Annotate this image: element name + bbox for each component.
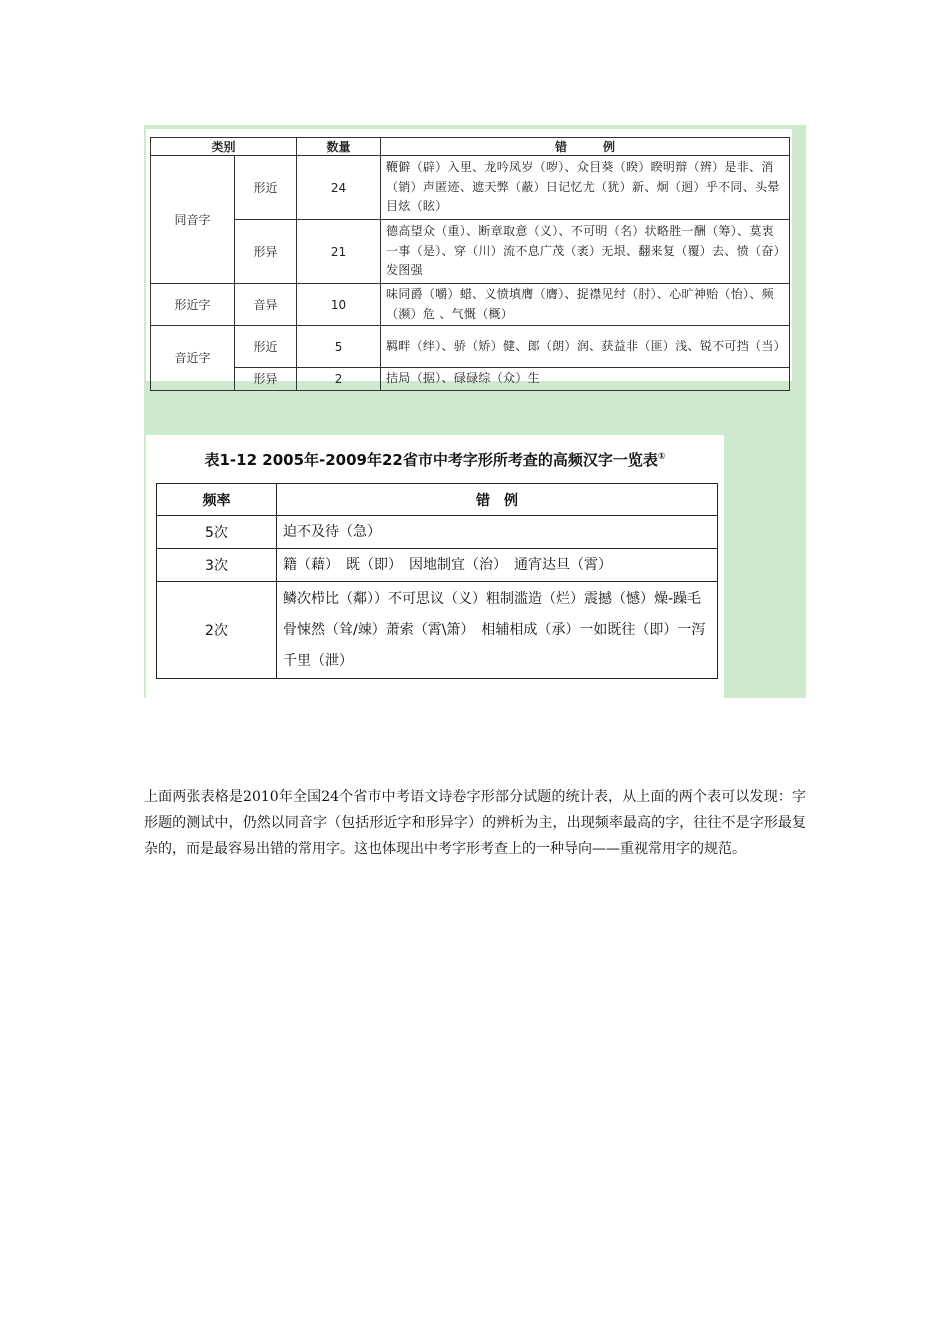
table-row: [151, 368, 790, 391]
frequency-table: [156, 483, 718, 679]
table-row: [157, 516, 718, 549]
table-row: [157, 582, 718, 679]
table-row: [157, 549, 718, 582]
table-row: [151, 326, 790, 368]
examples-cell: 羁畔（绊）、骄（矫）健、郎（朗）润、获益非（匪）浅、锐不可挡（当）: [381, 326, 790, 368]
table-header-row: [157, 484, 718, 516]
examples-cell: 鞭僻（辟）入里、龙吟凤岁（哕）、众目葵（睽）睽明辩（辨）是非、消（销）声匿迹、遮天弊（蔽）日记忆尤（犹）新、炯（迥）乎不同、头晕目炫（眩）: [381, 156, 790, 220]
header-frequency: 频率: [157, 484, 277, 516]
table-row: [151, 220, 790, 284]
sub-category: 形近: [235, 326, 297, 368]
tables-figure: [144, 125, 806, 698]
header-examples: 错 例: [381, 138, 790, 156]
frequency-cell: 5次: [157, 516, 277, 549]
table2-caption: [146, 449, 724, 470]
group-label: 音近字: [151, 326, 235, 391]
group-label: 同音字: [151, 156, 235, 284]
count-cell: 5: [297, 326, 381, 368]
frequency-cell: 2次: [157, 582, 277, 679]
sub-category: 形近: [235, 156, 297, 220]
table-header-row: [151, 138, 790, 156]
examples-cell: 鳞次栉比（鄰））不可思议（义）粗制滥造（烂）震撼（憾）燥-躁毛骨悚然（耸/竦）萧索（霄\箫） 相辅相成（承）一如既往（即）一泻千里（泄）: [277, 582, 718, 679]
table-row: [151, 156, 790, 220]
footnote-mark: ①: [657, 452, 666, 462]
header-examples: 错 例: [277, 484, 718, 516]
header-count: 数量: [297, 138, 381, 156]
table2-panel: [146, 435, 724, 698]
count-cell: 2: [297, 368, 381, 391]
header-category: 类别: [151, 138, 297, 156]
error-category-table: [150, 137, 790, 391]
sub-category: 音异: [235, 284, 297, 326]
frequency-cell: 3次: [157, 549, 277, 582]
examples-cell: 籍（藉） 既（即） 因地制宜（治） 通宵达旦（霄）: [277, 549, 718, 582]
count-cell: 24: [297, 156, 381, 220]
caption-text: 表1-12 2005年-2009年22省市中考字形所考查的高频汉字一览表: [204, 451, 658, 469]
examples-cell: 拮局（据）、碌碌综（众）生: [381, 368, 790, 391]
table1-panel: [146, 129, 792, 387]
sub-category: 形异: [235, 220, 297, 284]
count-cell: 10: [297, 284, 381, 326]
count-cell: 21: [297, 220, 381, 284]
group-label: 形近字: [151, 284, 235, 326]
sub-category: 形异: [235, 368, 297, 391]
body-paragraph: 上面两张表格是2010年全国24个省市中考语文诗卷字形部分试题的统计表，从上面的两个表可以发现：字形题的测试中，仍然以同音字（包括形近字和形异字）的辨析为主，出现频率最高的字，往往不是字形最复杂的，而是最容易出错的常用字。这也体现出中考字形考查上的一种导向——重视常用字的规范。: [144, 789, 806, 857]
examples-cell: 德高望众（重）、断章取意（义）、不可明（名）状略胜一酬（筹）、莫衷一事（是）、穿（川）流不息广茂（袤）无垠、翻来复（覆）去、愤（奋）发图强: [381, 220, 790, 284]
examples-cell: 味同爵（嚼）蜡、义愤填膺（膺）、捉襟见纣（肘）、心旷神贻（怡）、频（濒）危 、气慨（概）: [381, 284, 790, 326]
table-row: [151, 284, 790, 326]
examples-cell: 迫不及待（急）: [277, 516, 718, 549]
